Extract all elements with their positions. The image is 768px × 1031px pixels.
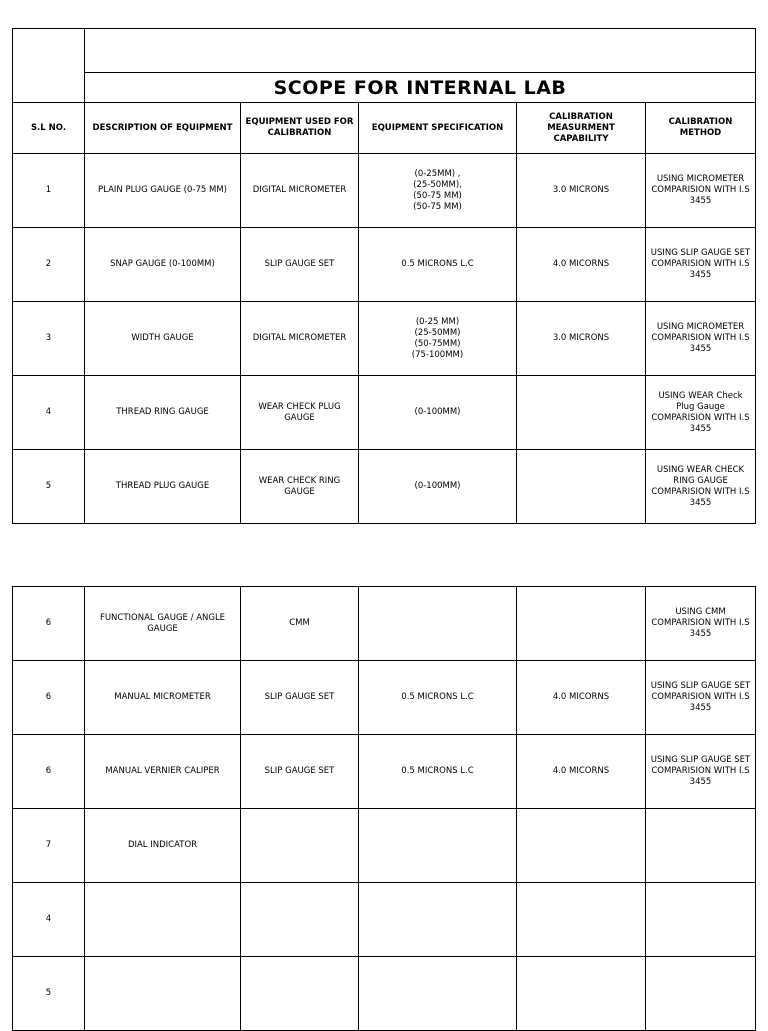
table-row [13,302,756,376]
table-row [13,735,756,809]
blank-corner-cell [13,29,85,103]
table-row [13,661,756,735]
header-capability: CALIBRATION MEASURMENT CAPABILITY [517,103,646,154]
description-cell: THREAD PLUG GAUGE [85,450,241,524]
header-specification: EQUIPMENT SPECIFICATION [359,103,517,154]
equipment-used-cell: WEAR CHECK RING GAUGE [241,450,359,524]
description-cell: PLAIN PLUG GAUGE (0-75 MM) [85,154,241,228]
description-cell: WIDTH GAUGE [85,302,241,376]
method-cell [646,957,756,1031]
description-cell [85,957,241,1031]
table-row [13,809,756,883]
equipment-used-cell: DIGITAL MICROMETER [241,154,359,228]
method-cell [646,809,756,883]
specification-cell: (0-25 MM) (25-50MM) (50-75MM) (75-100MM) [359,302,517,376]
table-row [13,228,756,302]
description-cell [85,883,241,957]
capability-cell: 3.0 MICRONS [517,302,646,376]
table-row [13,957,756,1031]
specification-cell: (0-25MM) , (25-50MM), (50-75 MM) (50-75 MM) [359,154,517,228]
capability-cell: 4.0 MICORNS [517,228,646,302]
method-cell: USING MICROMETER COMPARISION WITH I.S 3455 [646,302,756,376]
capability-cell: 4.0 MICORNS [517,661,646,735]
header-description: DESCRIPTION OF EQUIPMENT [85,103,241,154]
specification-cell: (0-100MM) [359,450,517,524]
sl-no-cell: 4 [13,883,85,957]
description-cell: DIAL INDICATOR [85,809,241,883]
description-cell: SNAP GAUGE (0-100MM) [85,228,241,302]
specification-cell [359,883,517,957]
method-cell: USING SLIP GAUGE SET COMPARISION WITH I.S 3455 [646,228,756,302]
sl-no-cell: 5 [13,450,85,524]
equipment-used-cell: SLIP GAUGE SET [241,228,359,302]
sl-no-cell: 2 [13,228,85,302]
capability-cell: 4.0 MICORNS [517,735,646,809]
capability-cell: 3.0 MICRONS [517,154,646,228]
specification-cell: 0.5 MICRONS L.C [359,735,517,809]
equipment-used-cell: DIGITAL MICROMETER [241,302,359,376]
equipment-used-cell [241,883,359,957]
sl-no-cell: 5 [13,957,85,1031]
sl-no-cell: 7 [13,809,85,883]
sl-no-cell: 4 [13,376,85,450]
specification-cell: 0.5 MICRONS L.C [359,228,517,302]
table-row [13,376,756,450]
equipment-used-cell: WEAR CHECK PLUG GAUGE [241,376,359,450]
header-equipment-used: EQUIPMENT USED FOR CALIBRATION [241,103,359,154]
method-cell [646,883,756,957]
table-row [13,154,756,228]
sl-no-cell: 3 [13,302,85,376]
method-cell: USING SLIP GAUGE SET COMPARISION WITH I.S 3455 [646,735,756,809]
header-sl-no: S.L NO. [13,103,85,154]
method-cell: USING MICROMETER COMPARISION WITH I.S 3455 [646,154,756,228]
scope-table-2 [12,586,756,1031]
scope-table-1 [12,28,756,524]
description-cell: FUNCTIONAL GAUGE / ANGLE GAUGE [85,587,241,661]
capability-cell [517,450,646,524]
sl-no-cell: 6 [13,735,85,809]
specification-cell: (0-100MM) [359,376,517,450]
method-cell: USING CMM COMPARISION WITH I.S 3455 [646,587,756,661]
specification-cell [359,587,517,661]
capability-cell [517,587,646,661]
specification-cell [359,809,517,883]
sl-no-cell: 6 [13,661,85,735]
description-cell: THREAD RING GAUGE [85,376,241,450]
equipment-used-cell: CMM [241,587,359,661]
equipment-used-cell: SLIP GAUGE SET [241,661,359,735]
method-cell: USING WEAR CHECK RING GAUGE COMPARISION WITH I.S 3455 [646,450,756,524]
capability-cell [517,376,646,450]
header-method: CALIBRATION METHOD [646,103,756,154]
specification-cell [359,957,517,1031]
table-row [13,450,756,524]
page-title: SCOPE FOR INTERNAL LAB [85,73,756,103]
description-cell: MANUAL MICROMETER [85,661,241,735]
capability-cell [517,809,646,883]
capability-cell [517,883,646,957]
equipment-used-cell: SLIP GAUGE SET [241,735,359,809]
table-row [13,587,756,661]
sl-no-cell: 6 [13,587,85,661]
method-cell: USING WEAR Check Plug Gauge COMPARISION WITH I.S 3455 [646,376,756,450]
capability-cell [517,957,646,1031]
blank-top-cell [85,29,756,73]
description-cell: MANUAL VERNIER CALIPER [85,735,241,809]
specification-cell: 0.5 MICRONS L.C [359,661,517,735]
method-cell: USING SLIP GAUGE SET COMPARISION WITH I.S 3455 [646,661,756,735]
equipment-used-cell [241,957,359,1031]
sl-no-cell: 1 [13,154,85,228]
equipment-used-cell [241,809,359,883]
table-row [13,883,756,957]
